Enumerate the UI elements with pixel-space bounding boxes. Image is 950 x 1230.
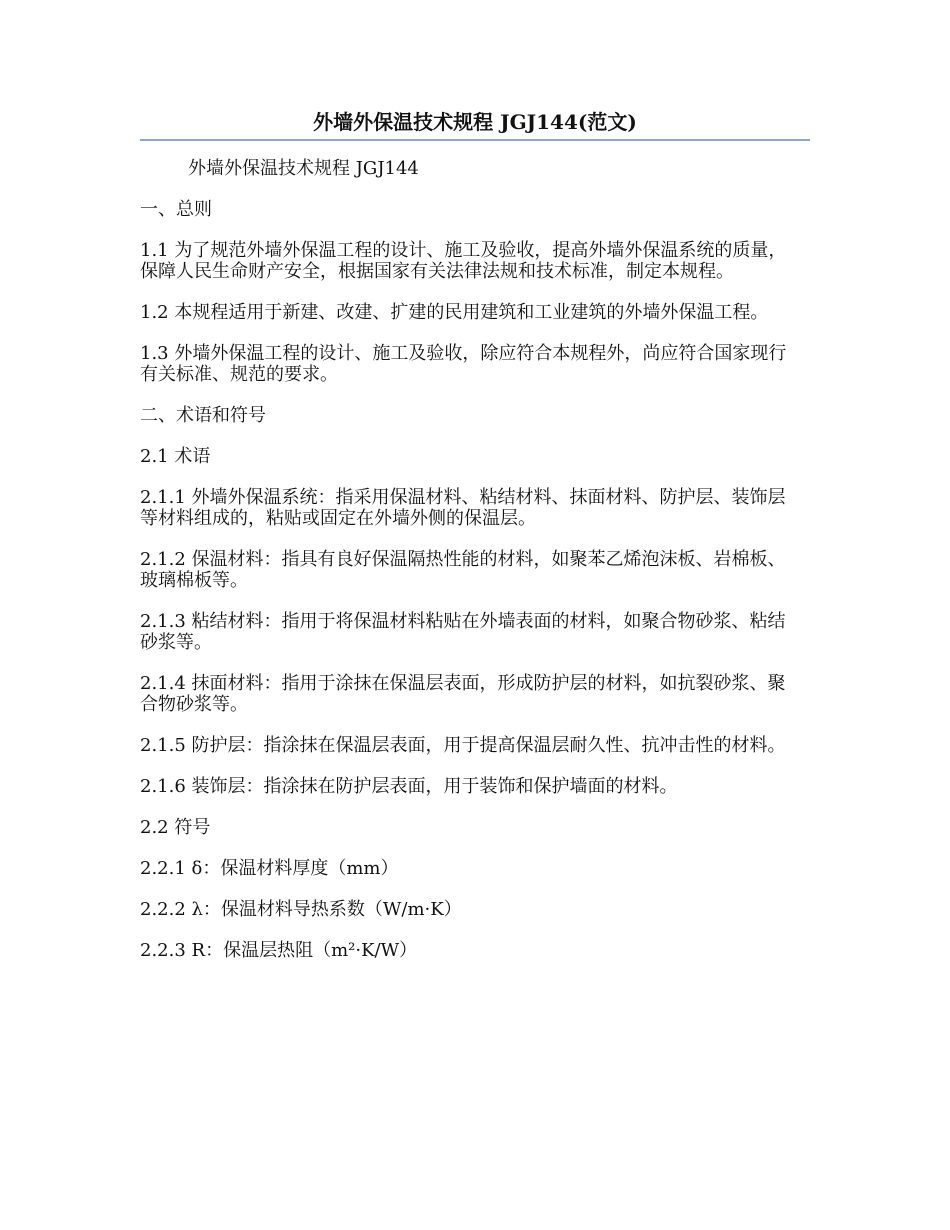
document-title: 外墙外保温技术规程 JGJ144(范文) — [313, 110, 637, 134]
section-heading-general: 一、总则 — [140, 199, 212, 220]
clause-2-1: 2.1 术语 — [140, 446, 211, 467]
clause-1-2: 1.2 本规程适用于新建、改建、扩建的民用建筑和工业建筑的外墙外保温工程。 — [140, 302, 769, 323]
clause-2-2-2: 2.2.2 λ：保温材料导热系数（W/m·K） — [140, 899, 462, 920]
clause-2-2: 2.2 符号 — [140, 817, 211, 838]
title-underline — [140, 139, 810, 141]
clause-1-3: 1.3 外墙外保温工程的设计、施工及验收，除应符合本规程外，尚应符合国家现行有关标准、规范的要求。 — [140, 343, 787, 385]
clause-2-1-4: 2.1.4 抹面材料：指用于涂抹在保温层表面，形成防护层的材料，如抗裂砂浆、聚合物砂浆等。 — [140, 673, 786, 715]
clause-2-1-2: 2.1.2 保温材料：指具有良好保温隔热性能的材料，如聚苯乙烯泡沫板、岩棉板、玻璃棉板等。 — [140, 549, 786, 591]
clause-2-1-1: 2.1.1 外墙外保温系统：指采用保温材料、粘结材料、抹面材料、防护层、装饰层等材料组成的，粘贴或固定在外墙外侧的保温层。 — [140, 487, 786, 529]
clause-2-2-1: 2.2.1 δ：保温材料厚度（mm） — [140, 858, 399, 879]
clause-2-1-3: 2.1.3 粘结材料：指用于将保温材料粘贴在外墙表面的材料，如聚合物砂浆、粘结砂浆等。 — [140, 611, 786, 653]
clause-2-2-3: 2.2.3 R：保温层热阻（m²·K/W） — [140, 940, 418, 961]
clause-2-1-5: 2.1.5 防护层：指涂抹在保温层表面，用于提高保温层耐久性、抗冲击性的材料。 — [140, 735, 786, 756]
section-heading-terms: 二、术语和符号 — [140, 405, 266, 426]
subtitle-paragraph: 外墙外保温技术规程 JGJ144 — [188, 158, 419, 179]
document-body — [140, 158, 795, 981]
clause-1-1: 1.1 为了规范外墙外保温工程的设计、施工及验收，提高外墙外保温系统的质量，保障人民生命财产安全，根据国家有关法律法规和技术标准，制定本规程。 — [140, 240, 787, 282]
clause-2-1-6: 2.1.6 装饰层：指涂抹在防护层表面，用于装饰和保护墙面的材料。 — [140, 776, 678, 797]
